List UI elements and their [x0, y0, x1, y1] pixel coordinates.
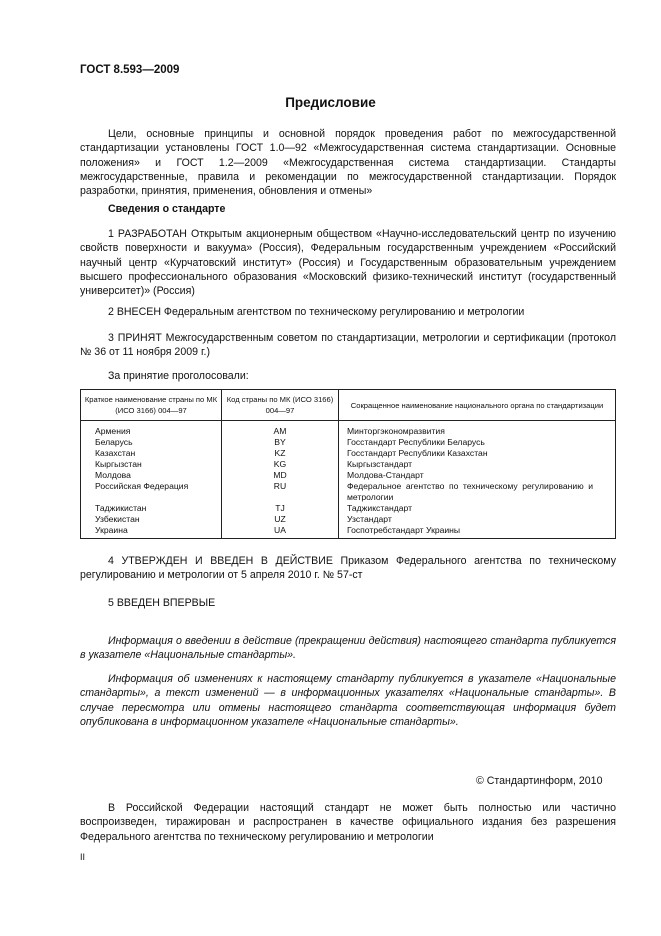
cell-country: Молдова [81, 470, 222, 481]
notice-changes: Информация об изменениях к настоящему стандарту публикуется в указателе «Национальные стандарты», а текст изменений — в информационных указателях «Национальные стандарты». В случае пересмотра или отмены настоящего стандарта соответствующая информация будет опубликована в информационном указателе «Национальные стандарты». [80, 673, 616, 728]
cell-body: Кыргызстандарт [339, 459, 616, 470]
table-row [81, 437, 616, 448]
table-row [81, 503, 616, 514]
standard-header: ГОСТ 8.593—2009 [80, 64, 180, 76]
cell-country: Украина [81, 525, 222, 539]
cell-body: Молдова-Стандарт [339, 470, 616, 481]
cell-country: Кыргызстан [81, 459, 222, 470]
item-introduced: 2 ВНЕСЕН Федеральным агентством по техническому регулированию и метрологии [108, 306, 525, 318]
cell-body: Госстандарт Республики Беларусь [339, 437, 616, 448]
table-row [81, 481, 616, 503]
cell-code: UZ [222, 514, 339, 525]
copyright: © Стандартинформ, 2010 [476, 775, 603, 787]
cell-body: Таджикстандарт [339, 503, 616, 514]
cell-body: Минторгэкономразвития [339, 421, 616, 438]
table-row [81, 459, 616, 470]
notice-introduction: Информация о введении в действие (прекращении действия) настоящего стандарта публикуется в указателе «Национальные стандарты». [80, 635, 616, 662]
cell-code: AM [222, 421, 339, 438]
info-heading: Сведения о стандарте [108, 203, 226, 215]
intro-paragraph: Цели, основные принципы и основной порядок проведения работ по межгосударственной стандартизации установлены ГОСТ 1.0—92 «Межгосударственная система стандартизации. Основные положения» и ГОСТ 1.2—2009 «Межгосударственная система стандартизации. Стандарты межгосударственные, правила и рекомендации по межгосударственной стандартизации. Порядок разработки, принятия, применения, обновления и отмены» [80, 128, 616, 198]
cell-code: TJ [222, 503, 339, 514]
table-row [81, 525, 616, 539]
item-voted: За принятие проголосовали: [108, 370, 249, 382]
cell-code: RU [222, 481, 339, 503]
page-number: II [80, 852, 86, 862]
cell-country: Казахстан [81, 448, 222, 459]
cell-country: Российская Федерация [81, 481, 222, 503]
page-title: Предисловие [285, 95, 376, 110]
table-row [81, 514, 616, 525]
cell-code: UA [222, 525, 339, 539]
header-body: Сокращенное наименование национального органа по стандартизации [339, 390, 616, 421]
rights-notice: В Российской Федерации настоящий стандарт не может быть полностью или частично воспроизведен, тиражирован и распространен в качестве официального издания без разрешения Федерального агентства по техническому регулированию и метрологии [80, 802, 616, 843]
item-approved: 4 УТВЕРЖДЕН И ВВЕДЕН В ДЕЙСТВИЕ Приказом Федерального агентства по техническому регулированию и метрологии от 5 апреля 2010 г. № 57-ст [80, 555, 616, 582]
header-code: Код страны по МК (ИСО 3166) 004—97 [222, 390, 339, 421]
item-first: 5 ВВЕДЕН ВПЕРВЫЕ [108, 597, 216, 609]
table-row [81, 470, 616, 481]
cell-country: Узбекистан [81, 514, 222, 525]
cell-code: KZ [222, 448, 339, 459]
cell-code: MD [222, 470, 339, 481]
cell-body: Госпотребстандарт Украины [339, 525, 616, 539]
table-row [81, 448, 616, 459]
cell-country: Армения [81, 421, 222, 438]
cell-body: Госстандарт Республики Казахстан [339, 448, 616, 459]
header-country: Краткое наименование страны по МК (ИСО 3166) 004—97 [81, 390, 222, 421]
cell-country: Таджикистан [81, 503, 222, 514]
cell-body: Федеральное агентство по техническому регулированию и метрологии [339, 481, 616, 503]
item-adopted: 3 ПРИНЯТ Межгосударственным советом по стандартизации, метрологии и сертификации (протокол № 36 от 11 ноября 2009 г.) [80, 332, 616, 359]
cell-code: BY [222, 437, 339, 448]
cell-body: Узстандарт [339, 514, 616, 525]
cell-code: KG [222, 459, 339, 470]
voting-table [80, 389, 616, 539]
table-row [81, 421, 616, 438]
item-developed: 1 РАЗРАБОТАН Открытым акционерным обществом «Научно-исследовательский центр по изучению свойств поверхности и вакуума» (Россия), Федеральным государственным учреждением «Российский научный центр «Курчатовский институт» (Россия) и Государственным образовательным учреждением высшего профессионального образования «Московский физико-технический институт (государственный университет)» (Россия) [80, 228, 616, 298]
cell-country: Беларусь [81, 437, 222, 448]
